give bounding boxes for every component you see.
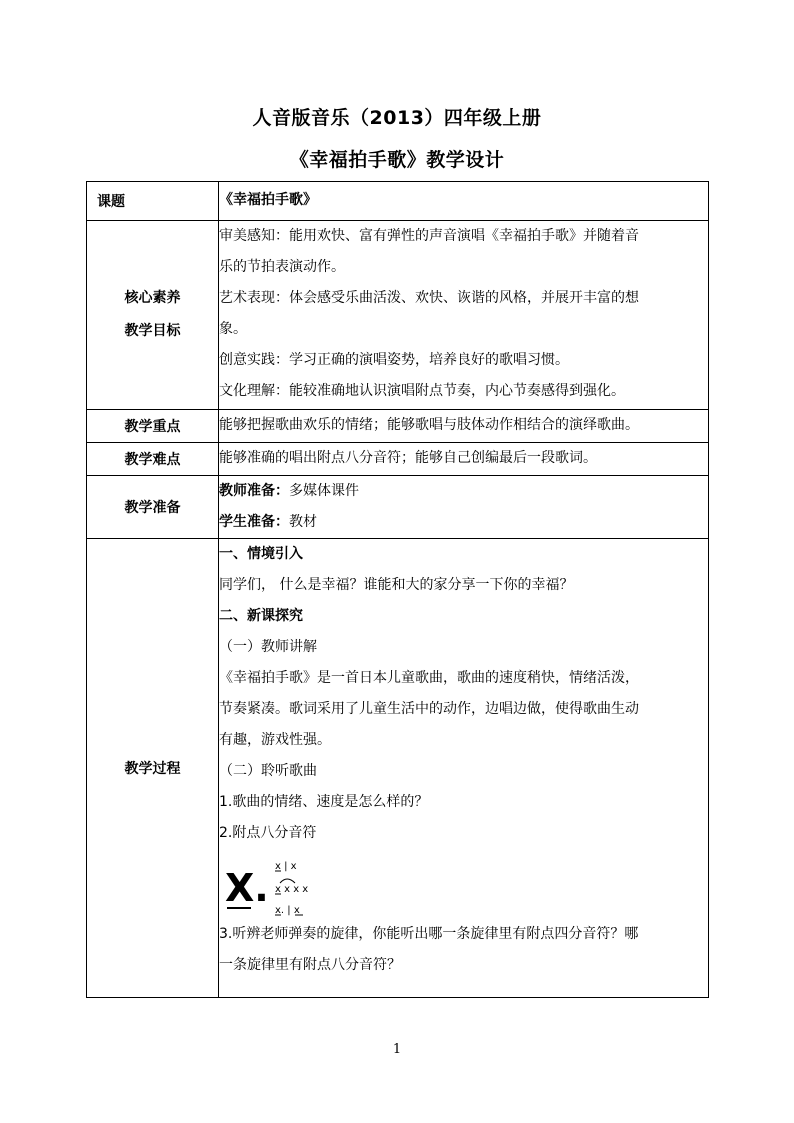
- student-preparation-value: 教材: [289, 514, 317, 530]
- teacher-preparation-value: 多媒体课件: [289, 483, 359, 499]
- tie-arc: [280, 879, 295, 883]
- process-line: 1.歌曲的情绪、速度是怎么样的？: [219, 794, 429, 810]
- key-points-text: 能够把握歌曲欢乐的情绪；能够歌唱与肢体动作相结合的演绎歌曲。: [219, 417, 639, 433]
- objective-line: 创意实践：学习正确的演唱姿势，培养良好的歌唱习惯。: [219, 352, 569, 368]
- objective-line: 审美感知：能用欢快、富有弹性的声音演唱《幸福拍手歌》并随着音: [219, 228, 639, 244]
- label-objectives: [87, 221, 219, 410]
- student-preparation: [219, 507, 708, 538]
- teacher-preparation-label: 教师准备：: [219, 483, 289, 499]
- table-row-difficulties: [87, 443, 709, 476]
- label-topic: 课题: [87, 182, 219, 221]
- notation-line3: x. | x: [275, 905, 300, 916]
- rhythm-notation-figure: [219, 851, 708, 919]
- process-line: 一条旋律里有附点八分音符？: [219, 957, 401, 973]
- process-line: 《幸福拍手歌》是一首日本儿童歌曲，歌曲的速度稍快，情绪活泼，: [219, 670, 639, 686]
- process-line: 2.附点八分音符: [219, 825, 317, 841]
- notation-line1: x | x: [275, 861, 297, 872]
- table-row-objectives: [87, 221, 709, 410]
- table-row-preparation: [87, 476, 709, 539]
- document-title: 人音版音乐（2013）四年级上册: [252, 107, 542, 129]
- label-preparation: 教学准备: [87, 476, 219, 539]
- value-difficulties: [219, 443, 709, 476]
- page-number: 1: [392, 1042, 402, 1057]
- table-row-key-points: [87, 410, 709, 443]
- objective-line: 艺术表现：体会感受乐曲活泼、欢快、诙谐的风格，并展开丰富的想: [219, 290, 639, 306]
- process-line: 同学们， 什么是幸福？谁能和大的家分享一下你的幸福？: [219, 577, 574, 593]
- value-objectives: [219, 221, 709, 410]
- section-heading: 二、新课探究: [219, 608, 303, 624]
- big-dotted-x: X.: [225, 866, 269, 910]
- lesson-plan-table: [86, 181, 709, 998]
- value-topic: 《幸福拍手歌》: [219, 182, 709, 221]
- objective-line: 象。: [219, 321, 247, 337]
- process-line: 有趣，游戏性强。: [219, 732, 331, 748]
- value-preparation: [219, 476, 709, 539]
- value-process: [219, 539, 709, 998]
- value-key-points: [219, 410, 709, 443]
- process-line: （一）教师讲解: [219, 639, 317, 655]
- section-heading: 一、情境引入: [219, 546, 303, 562]
- difficulties-text: 能够准确的唱出附点八分音符；能够自己创编最后一段歌词。: [219, 450, 597, 466]
- process-line: 节奏紧凑。歌词采用了儿童生活中的动作，边唱边做，使得歌曲生动: [219, 701, 639, 717]
- student-preparation-label: 学生准备：: [219, 514, 289, 530]
- rhythm-notation-svg: [223, 851, 313, 919]
- objective-line: 乐的节拍表演动作。: [219, 259, 345, 275]
- label-objectives-line1: 核心素养: [124, 290, 181, 306]
- label-objectives-line2: 教学目标: [124, 323, 181, 339]
- process-line: （二）聆听歌曲: [219, 763, 317, 779]
- label-key-points: 教学重点: [87, 410, 219, 443]
- table-row-process: [87, 539, 709, 998]
- objective-line: 文化理解：能较准确地认识演唱附点节奏，内心节奏感得到强化。: [219, 383, 625, 399]
- teacher-preparation: [219, 476, 708, 507]
- label-process: 教学过程: [87, 539, 219, 998]
- label-difficulties: 教学难点: [87, 443, 219, 476]
- process-line: 3.听辨老师弹奏的旋律，你能听出哪一条旋律里有附点四分音符？哪: [219, 926, 639, 942]
- document-subtitle: 《幸福拍手歌》教学设计: [289, 149, 505, 171]
- notation-line2: x x x x: [275, 884, 309, 895]
- table-row-topic: [87, 182, 709, 221]
